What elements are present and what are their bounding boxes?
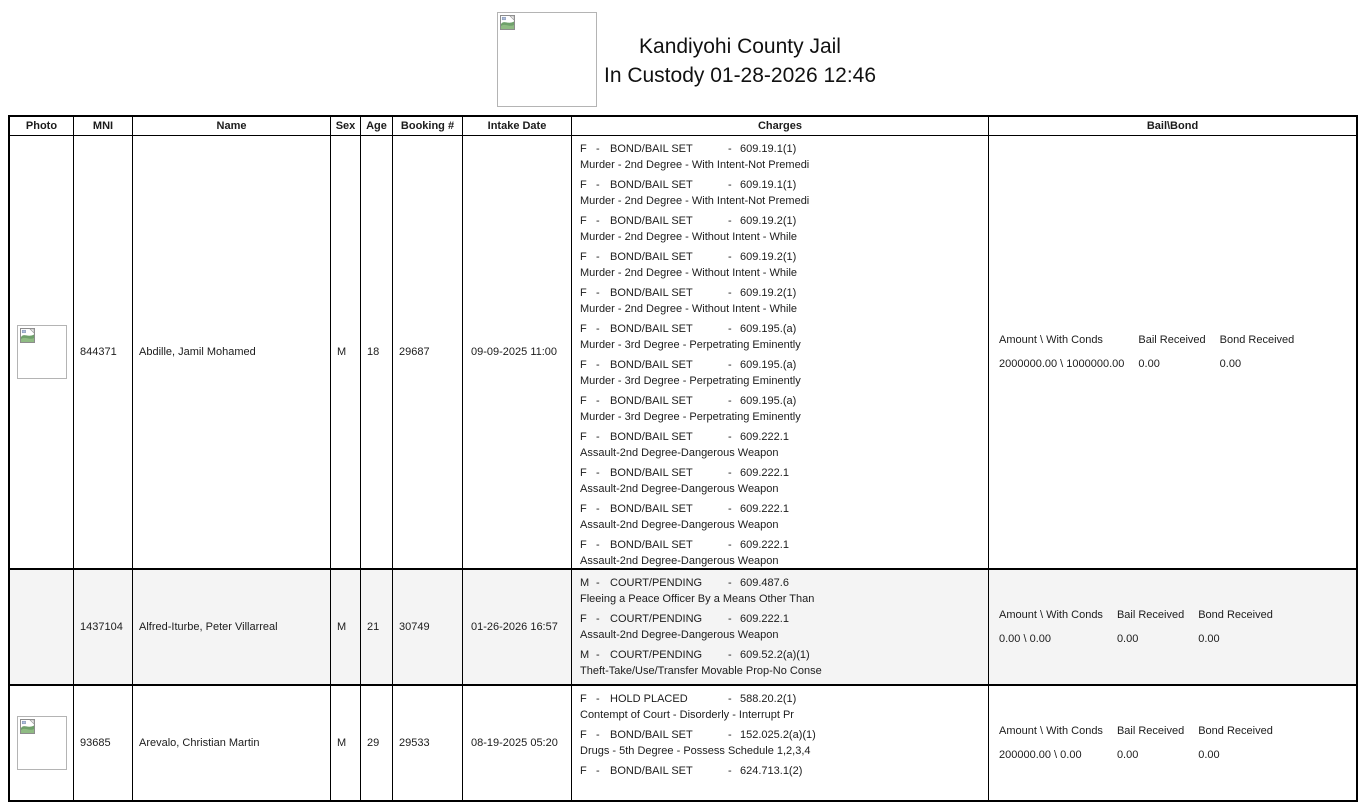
bail-received-label: Bail Received <box>1116 609 1185 621</box>
charge-line <box>580 249 988 265</box>
bail-amount-value: 2000000.00 \ 1000000.00 <box>999 358 1125 370</box>
charge-separator: - <box>596 729 600 741</box>
inmate-photo-placeholder <box>17 325 67 379</box>
charge-separator: - <box>596 287 600 299</box>
inmate-name: Abdille, Jamil Mohamed <box>133 136 331 568</box>
charge-separator: - <box>728 287 732 299</box>
charge-item <box>580 763 988 779</box>
charge-item <box>580 321 988 353</box>
charge-statute: 609.19.2(1) <box>740 251 797 263</box>
charge-status: BOND/BAIL SET <box>610 359 693 371</box>
charge-separator: - <box>728 323 732 335</box>
charge-status: COURT/PENDING <box>610 577 703 589</box>
charge-item <box>580 177 988 209</box>
bond-received-value: 0.00 <box>1219 358 1242 370</box>
charge-line <box>580 429 988 445</box>
charge-item <box>580 575 988 607</box>
charge-description: Assault-2nd Degree-Dangerous Weapon <box>580 555 779 567</box>
charge-separator: - <box>596 693 600 705</box>
charge-line <box>580 177 988 193</box>
charge-item <box>580 357 988 389</box>
charge-separator: - <box>728 431 732 443</box>
charge-description: Contempt of Court - Disorderly - Interrupt Pr <box>580 709 794 721</box>
charge-separator: - <box>728 649 732 661</box>
inmate-photo-placeholder <box>17 716 67 770</box>
inmate-name: Alfred-Iturbe, Peter Villarreal <box>133 570 331 684</box>
charge-description: Fleeing a Peace Officer By a Means Other Than <box>580 593 815 605</box>
bail-received-value: 0.00 <box>1138 358 1160 370</box>
charge-statute: 588.20.2(1) <box>740 693 797 705</box>
charge-item <box>580 393 988 425</box>
bail-bond-summary <box>999 607 1273 647</box>
charge-line <box>580 141 988 157</box>
inmate-age: 29 <box>361 686 393 800</box>
charge-separator: - <box>596 431 600 443</box>
bail-amount-label: Amount \ With Conds <box>999 334 1103 346</box>
charge-severity: F <box>580 431 587 443</box>
charge-statute: 609.19.1(1) <box>740 179 797 191</box>
bail-received-label: Bail Received <box>1116 725 1185 737</box>
charge-description: Assault-2nd Degree-Dangerous Weapon <box>580 519 779 531</box>
charge-line <box>580 465 988 481</box>
charge-status: BOND/BAIL SET <box>610 431 693 443</box>
inmate-sex: M <box>331 570 361 684</box>
broken-image-icon <box>20 719 35 734</box>
charge-separator: - <box>728 503 732 515</box>
col-header-sex: Sex <box>331 117 361 135</box>
charge-separator: - <box>596 649 600 661</box>
charge-status: BOND/BAIL SET <box>610 251 693 263</box>
inmate-mni: 844371 <box>74 136 133 568</box>
charge-line <box>580 691 988 707</box>
charge-severity: F <box>580 467 587 479</box>
charge-statute: 624.713.1(2) <box>740 765 803 777</box>
inmate-name: Arevalo, Christian Martin <box>133 686 331 800</box>
col-header-booking: Booking # <box>393 117 463 135</box>
charge-description: Drugs - 5th Degree - Possess Schedule 1,2,3,4 <box>580 745 811 757</box>
charge-severity: F <box>580 179 587 191</box>
charge-line <box>580 357 988 373</box>
charge-item <box>580 285 988 317</box>
table-header-row <box>10 117 1356 136</box>
charge-item <box>580 537 988 569</box>
charge-separator: - <box>728 693 732 705</box>
charge-description: Murder - 2nd Degree - Without Intent - While <box>580 303 798 315</box>
inmate-booking-number: 29687 <box>393 136 463 568</box>
charge-status: BOND/BAIL SET <box>610 143 693 155</box>
charge-item <box>580 691 988 723</box>
charge-severity: F <box>580 323 587 335</box>
charge-status: BOND/BAIL SET <box>610 503 693 515</box>
charge-separator: - <box>596 577 600 589</box>
charge-statute: 609.222.1 <box>740 503 789 515</box>
inmate-booking-number: 29533 <box>393 686 463 800</box>
charge-separator: - <box>728 765 732 777</box>
charge-status: BOND/BAIL SET <box>610 395 693 407</box>
charge-line <box>580 537 988 553</box>
charge-line <box>580 393 988 409</box>
charge-separator: - <box>728 251 732 263</box>
charge-status: BOND/BAIL SET <box>610 323 693 335</box>
charge-status: BOND/BAIL SET <box>610 179 693 191</box>
charge-description: Assault-2nd Degree-Dangerous Weapon <box>580 629 779 641</box>
charge-description: Murder - 3rd Degree - Perpetrating Eminently <box>580 339 801 351</box>
inmate-charges-list <box>572 570 989 684</box>
charge-item <box>580 727 988 759</box>
col-header-mni: MNI <box>74 117 133 135</box>
col-header-charges: Charges <box>572 117 989 135</box>
charge-status: BOND/BAIL SET <box>610 539 693 551</box>
col-header-intake: Intake Date <box>463 117 572 135</box>
inmate-bail-cell <box>989 570 1356 684</box>
charge-severity: M <box>580 577 590 589</box>
charge-separator: - <box>728 467 732 479</box>
charge-severity: M <box>580 649 590 661</box>
charge-status: COURT/PENDING <box>610 649 703 661</box>
charge-status: BOND/BAIL SET <box>610 287 693 299</box>
charge-line <box>580 611 988 627</box>
charge-description: Murder - 2nd Degree - With Intent-Not Premedi <box>580 159 810 171</box>
charge-severity: F <box>580 765 587 777</box>
charge-status: BOND/BAIL SET <box>610 765 693 777</box>
bail-received-label: Bail Received <box>1138 334 1206 346</box>
report-subtitle: In Custody 01-28-2026 12:46 <box>603 64 877 87</box>
bond-received-label: Bond Received <box>1198 609 1273 621</box>
charge-severity: F <box>580 395 587 407</box>
charge-severity: F <box>580 287 587 299</box>
charge-separator: - <box>596 323 600 335</box>
inmate-intake-date: 08-19-2025 05:20 <box>463 686 572 800</box>
charge-severity: F <box>580 729 587 741</box>
charge-separator: - <box>728 143 732 155</box>
inmate-bail-cell <box>989 136 1356 568</box>
charge-item <box>580 249 988 281</box>
charge-separator: - <box>596 613 600 625</box>
charge-severity: F <box>580 693 587 705</box>
inmate-sex: M <box>331 136 361 568</box>
charge-status: HOLD PLACED <box>610 693 688 705</box>
charge-separator: - <box>596 251 600 263</box>
charge-separator: - <box>596 143 600 155</box>
charge-separator: - <box>728 395 732 407</box>
charge-severity: F <box>580 143 587 155</box>
charge-severity: F <box>580 539 587 551</box>
charge-separator: - <box>728 577 732 589</box>
charge-description: Assault-2nd Degree-Dangerous Weapon <box>580 447 779 459</box>
inmate-row <box>10 570 1356 686</box>
col-header-age: Age <box>361 117 393 135</box>
charge-severity: F <box>580 359 587 371</box>
charge-statute: 609.222.1 <box>740 431 789 443</box>
inmate-age: 21 <box>361 570 393 684</box>
charge-statute: 609.195.(a) <box>740 323 797 335</box>
charge-status: BOND/BAIL SET <box>610 467 693 479</box>
charge-description: Murder - 3rd Degree - Perpetrating Eminently <box>580 411 801 423</box>
charge-description: Assault-2nd Degree-Dangerous Weapon <box>580 483 779 495</box>
charge-statute: 609.487.6 <box>740 577 789 589</box>
charge-description: Murder - 2nd Degree - Without Intent - While <box>580 231 798 243</box>
charge-item <box>580 141 988 173</box>
bail-amount-value: 0.00 \ 0.00 <box>999 633 1051 645</box>
inmate-bail-cell <box>989 686 1356 800</box>
inmate-mni: 93685 <box>74 686 133 800</box>
bail-amount-value: 200000.00 \ 0.00 <box>999 749 1082 761</box>
charge-statute: 609.19.1(1) <box>740 143 797 155</box>
charge-separator: - <box>596 467 600 479</box>
charge-status: BOND/BAIL SET <box>610 215 693 227</box>
inmate-roster-table <box>8 115 1358 802</box>
inmate-photo-cell <box>10 570 74 684</box>
charge-statute: 152.025.2(a)(1) <box>740 729 816 741</box>
charge-separator: - <box>728 179 732 191</box>
bond-received-label: Bond Received <box>1198 725 1273 737</box>
bond-received-value: 0.00 <box>1198 633 1220 645</box>
inmate-age: 18 <box>361 136 393 568</box>
inmate-charges-list <box>572 136 989 568</box>
charge-separator: - <box>596 359 600 371</box>
charge-statute: 609.195.(a) <box>740 359 797 371</box>
charge-separator: - <box>596 765 600 777</box>
inmate-photo-cell <box>10 686 74 800</box>
bail-amount-label: Amount \ With Conds <box>999 725 1103 737</box>
charge-separator: - <box>596 503 600 515</box>
bail-bond-summary <box>999 723 1273 763</box>
charge-statute: 609.195.(a) <box>740 395 797 407</box>
col-header-name: Name <box>133 117 331 135</box>
charge-line <box>580 213 988 229</box>
inmate-row <box>10 136 1356 570</box>
charge-separator: - <box>596 539 600 551</box>
inmate-intake-date: 01-26-2026 16:57 <box>463 570 572 684</box>
charge-item <box>580 501 988 533</box>
charge-line <box>580 321 988 337</box>
charge-separator: - <box>728 539 732 551</box>
charge-line <box>580 575 988 591</box>
charge-line <box>580 763 988 779</box>
charge-statute: 609.222.1 <box>740 539 789 551</box>
charge-item <box>580 465 988 497</box>
charge-severity: F <box>580 503 587 515</box>
report-header <box>0 0 1366 115</box>
inmate-row <box>10 686 1356 800</box>
charge-separator: - <box>728 359 732 371</box>
charge-severity: F <box>580 251 587 263</box>
charge-severity: F <box>580 613 587 625</box>
charge-item <box>580 429 988 461</box>
charge-line <box>580 501 988 517</box>
charge-statute: 609.52.2(a)(1) <box>740 649 810 661</box>
broken-image-icon <box>20 328 35 343</box>
charge-separator: - <box>596 215 600 227</box>
col-header-bail: Bail\Bond <box>1146 120 1199 132</box>
report-title: Kandiyohi County Jail <box>639 35 841 58</box>
charge-description: Theft-Take/Use/Transfer Movable Prop-No Conse <box>580 665 822 677</box>
inmate-sex: M <box>331 686 361 800</box>
charge-statute: 609.222.1 <box>740 613 789 625</box>
bail-amount-label: Amount \ With Conds <box>999 609 1103 621</box>
charge-status: COURT/PENDING <box>610 613 703 625</box>
charge-separator: - <box>596 395 600 407</box>
inmate-charges-list <box>572 686 989 800</box>
charge-statute: 609.19.2(1) <box>740 215 797 227</box>
report-title-block <box>560 32 920 90</box>
charge-item <box>580 611 988 643</box>
broken-image-icon <box>500 15 515 30</box>
charge-separator: - <box>728 729 732 741</box>
charge-separator: - <box>596 179 600 191</box>
charge-severity: F <box>580 215 587 227</box>
charge-separator: - <box>728 613 732 625</box>
charge-line <box>580 285 988 301</box>
charge-description: Murder - 3rd Degree - Perpetrating Eminently <box>580 375 801 387</box>
inmate-photo-cell <box>10 136 74 568</box>
charge-statute: 609.19.2(1) <box>740 287 797 299</box>
bail-bond-summary <box>999 332 1294 372</box>
charge-separator: - <box>728 215 732 227</box>
charge-statute: 609.222.1 <box>740 467 789 479</box>
bond-received-label: Bond Received <box>1219 334 1295 346</box>
charge-line <box>580 647 988 663</box>
bond-received-value: 0.00 <box>1198 749 1220 761</box>
inmate-booking-number: 30749 <box>393 570 463 684</box>
inmate-intake-date: 09-09-2025 11:00 <box>463 136 572 568</box>
charge-description: Murder - 2nd Degree - With Intent-Not Premedi <box>580 195 810 207</box>
col-header-photo: Photo <box>10 117 74 135</box>
charge-line <box>580 727 988 743</box>
charge-item <box>580 213 988 245</box>
charge-status: BOND/BAIL SET <box>610 729 693 741</box>
charge-item <box>580 647 988 679</box>
charge-description: Murder - 2nd Degree - Without Intent - While <box>580 267 798 279</box>
bail-received-value: 0.00 <box>1116 633 1139 645</box>
inmate-mni: 1437104 <box>74 570 133 684</box>
bail-received-value: 0.00 <box>1116 749 1139 761</box>
